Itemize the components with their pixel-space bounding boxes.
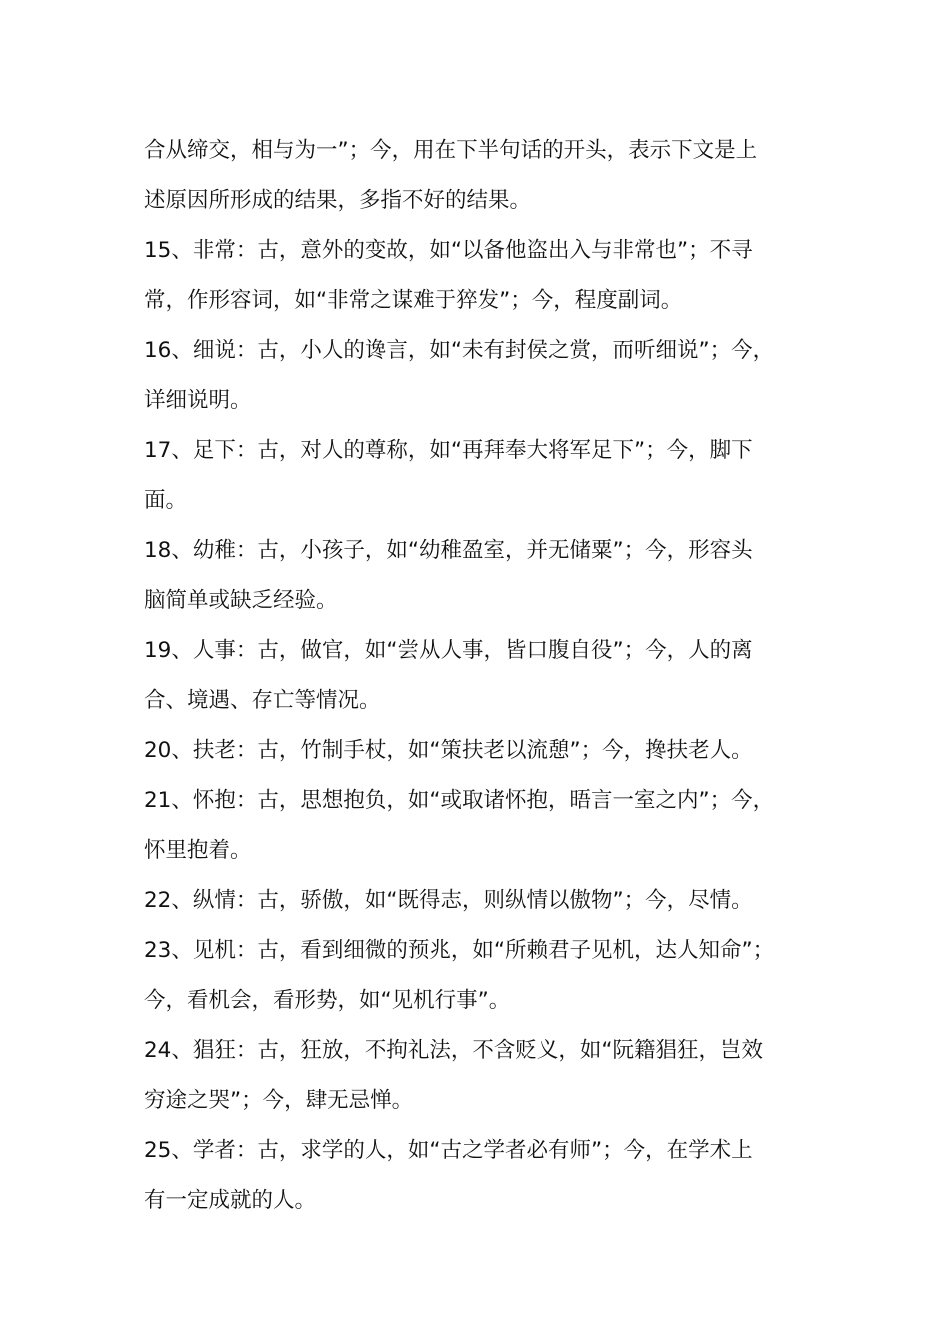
text-line: 常，作形容词，如“非常之谋难于猝发”；今，程度副词。	[144, 288, 683, 313]
text-line: 述原因所形成的结果，多指不好的结果。	[144, 188, 532, 213]
text-line: 16、细说：古，小人的谗言，如“未有封侯之赏，而听细说”；今，	[144, 338, 775, 363]
text-line: 15、非常：古，意外的变故，如“以备他盗出入与非常也”；不寻	[144, 238, 753, 263]
text-line: 今，看机会，看形势，如“见机行事”。	[144, 988, 511, 1013]
text-line: 22、纵情：古，骄傲，如“既得志，则纵情以傲物”；今，尽情。	[144, 888, 753, 913]
text-line: 21、怀抱：古，思想抱负，如“或取诸怀抱，晤言一室之内”；今，	[144, 788, 775, 813]
text-line: 20、扶老：古，竹制手杖，如“策扶老以流憩”；今，搀扶老人。	[144, 738, 753, 763]
text-line: 详细说明。	[144, 388, 252, 413]
text-line: 17、足下：古，对人的尊称，如“再拜奉大将军足下”；今，脚下	[144, 438, 753, 463]
text-line: 合、境遇、存亡等情况。	[144, 688, 381, 713]
text-line: 合从缔交，相与为一”；今，用在下半句话的开头，表示下文是上	[144, 138, 758, 163]
text-line: 怀里抱着。	[144, 838, 252, 863]
text-line: 面。	[144, 488, 188, 513]
text-line: 有一定成就的人。	[144, 1188, 317, 1213]
text-line: 穷途之哭”；今，肆无忌惮。	[144, 1088, 414, 1113]
text-line: 18、幼稚：古，小孩子，如“幼稚盈室，并无储粟”；今，形容头	[144, 538, 753, 563]
text-line: 24、猖狂：古，狂放，不拘礼法，不含贬义，如“阮籍猖狂，岂效	[144, 1038, 763, 1063]
text-line: 23、见机：古，看到细微的预兆，如“所赖君子见机，达人知命”；	[144, 938, 775, 963]
text-line: 19、人事：古，做官，如“尝从人事，皆口腹自役”；今，人的离	[144, 638, 753, 663]
document-body	[144, 126, 824, 1226]
text-line: 脑简单或缺乏经验。	[144, 588, 338, 613]
text-line: 25、学者：古，求学的人，如“古之学者必有师”；今，在学术上	[144, 1138, 753, 1163]
